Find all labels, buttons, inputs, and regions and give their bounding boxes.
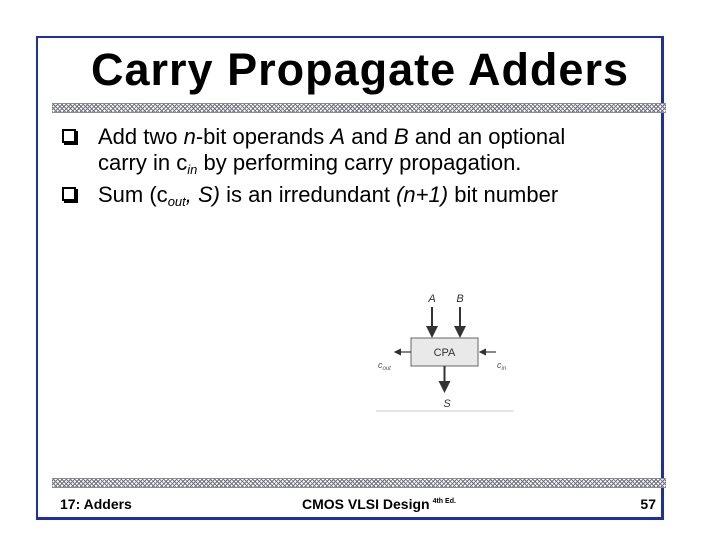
bullet-text-italic: A [330, 124, 346, 149]
bullet-text: Sum (c [98, 182, 168, 207]
title-divider-bar [52, 103, 666, 113]
bullet-text-italic: , S) [185, 182, 220, 207]
cpa-block-diagram [370, 285, 520, 415]
carry-in-label: $c_{in}$ [497, 360, 507, 372]
footer-course-name: CMOS VLSI Design [302, 496, 430, 512]
footer-lecture-title: 17: Adders [60, 496, 132, 512]
footer-page-number: 57 [640, 496, 656, 512]
input-b-label: B [456, 293, 464, 305]
checkbox-bullet-icon [62, 129, 76, 143]
bullet-text: and an optional [408, 124, 566, 149]
bullet-text-italic: (n+1) [396, 182, 449, 207]
footer-course-title [302, 496, 456, 512]
bullet-item-1 [60, 124, 660, 176]
bullet-text: carry in c [98, 150, 188, 175]
bullet-text: is an irredundant [220, 182, 397, 207]
input-a-label: A [428, 293, 436, 305]
bullet-text-italic: n [183, 124, 196, 149]
bullet-1-line-1 [98, 124, 660, 150]
bullet-item-2 [60, 182, 660, 208]
bullet-text: bit number [448, 182, 559, 207]
bullet-text: and [345, 124, 395, 149]
sum-output-label: S [443, 398, 451, 410]
bullet-subscript: out [167, 194, 186, 209]
bullet-text-italic: B [394, 124, 409, 149]
bullet-subscript: in [187, 162, 198, 177]
bullet-text: -bit operands [195, 124, 331, 149]
slide-title: Carry Propagate Adders [90, 44, 629, 95]
bullet-2-line-1 [98, 182, 660, 208]
bullet-list [60, 124, 660, 214]
checkbox-bullet-icon [62, 187, 76, 201]
carry-out-label: $c_{out}$ [378, 360, 391, 372]
bullet-1-line-2 [98, 150, 660, 176]
bullet-text: Add two [98, 124, 184, 149]
bullet-text: by performing carry propagation. [197, 150, 522, 175]
footer-divider-bar [52, 478, 666, 488]
footer-edition: 4th Ed. [432, 498, 456, 505]
cpa-label: CPA [433, 347, 456, 359]
